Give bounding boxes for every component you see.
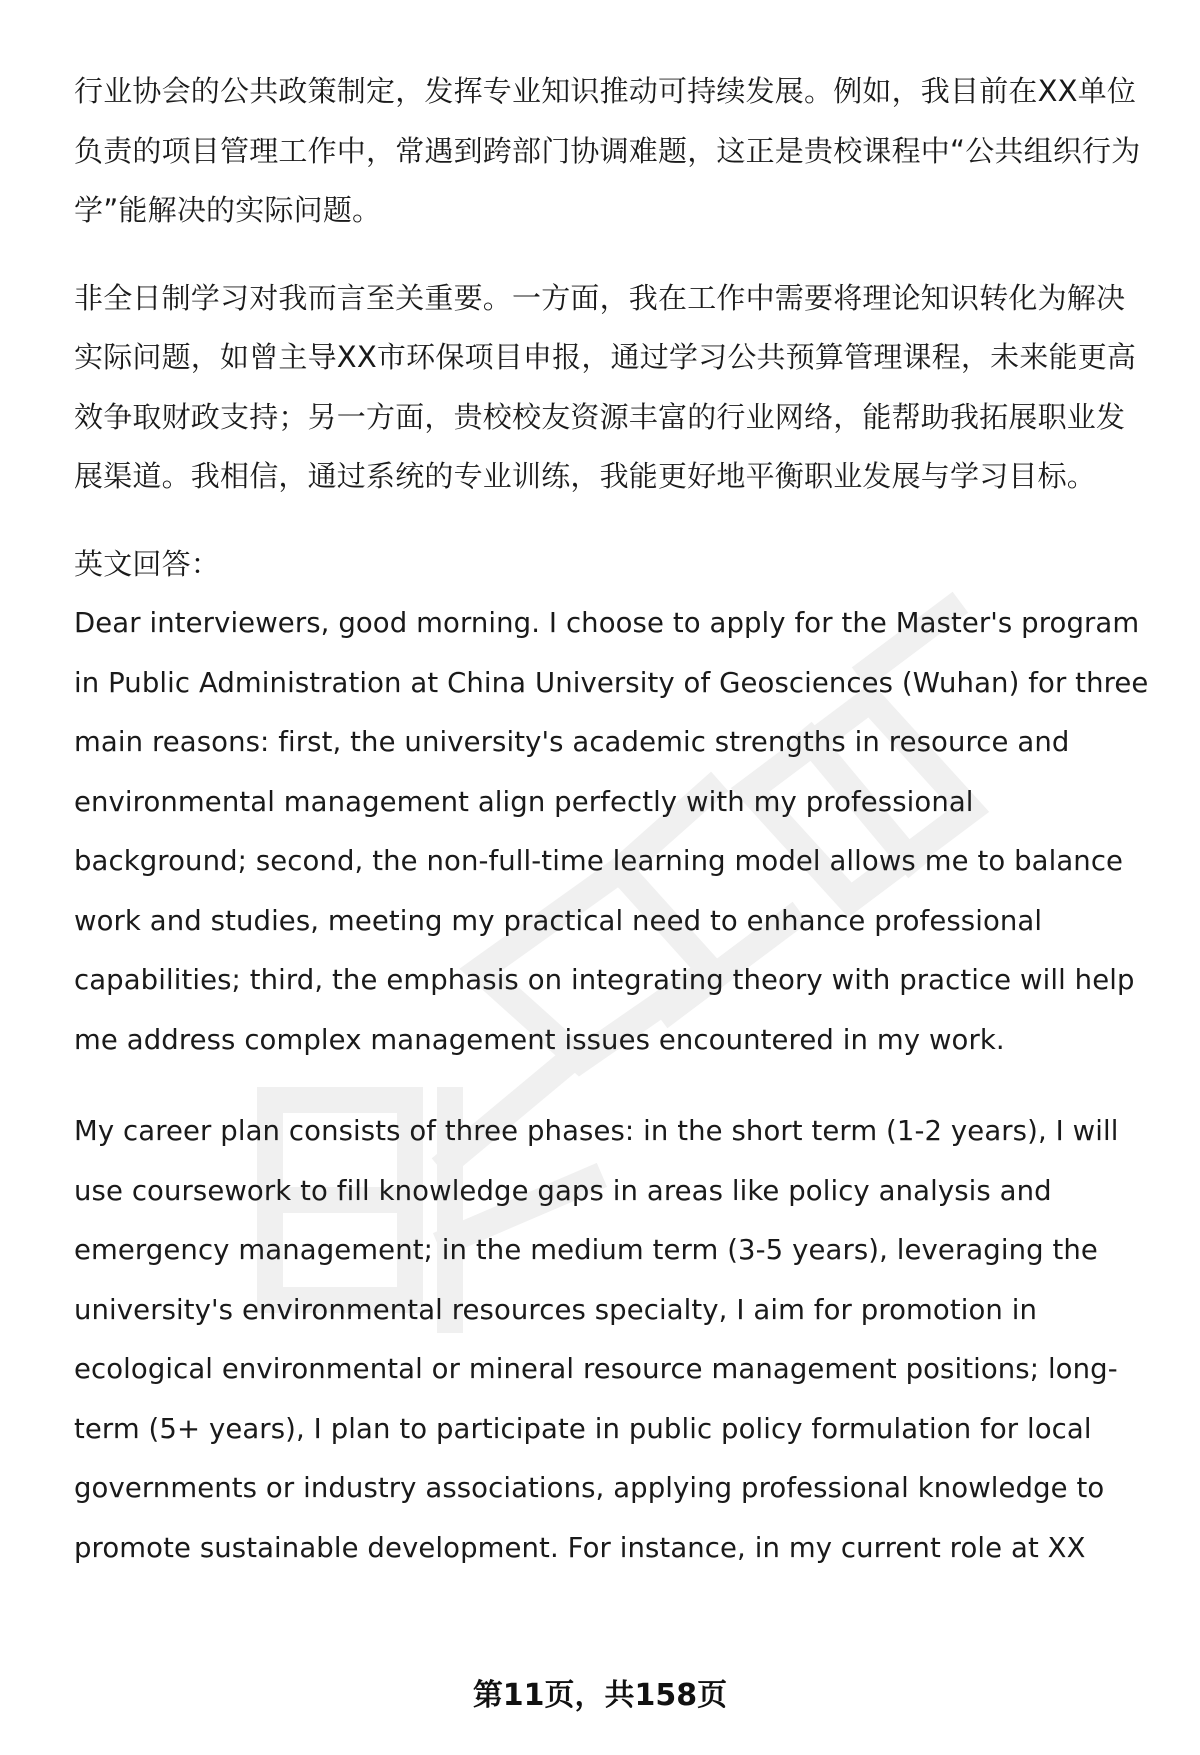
paragraph-zh-1: 行业协会的公共政策制定，发挥专业知识推动可持续发展。例如，我目前在XX单位负责的项目管理工作中，常遇到跨部门协调难题，这正是贵校课程中“公共组织行为学”能解决的实际问题。 [74,74,1141,227]
english-answer-heading: 英文回答： [74,546,221,581]
paragraph-en-1: Dear interviewers, good morning. I choose to apply for the Master's program in Public Administration at China University of Geosciences (Wuhan) for three main reasons: first, the university's academic strengths in resource and environmental management align perfectly with my professional background; second, the non-full-time learning model allows me to balance work and studies, meeting my practical need to enhance professional capabilities; third, the emphasis on integrating theory with practice will help me address complex management issues encountered in my work. [74,607,1149,1056]
page-number: 第11页，共158页 [472,1678,728,1713]
paragraph-zh-2: 非全日制学习对我而言至关重要。一方面，我在工作中需要将理论知识转化为解决实际问题，如曾主导XX市环保项目申报，通过学习公共预算管理课程，未来能更高效争取财政支持；另一方面，贵校校友资源丰富的行业网络，能帮助我拓展职业发展渠道。我相信，通过系统的专业训练，我能更好地平衡职业发展与学习目标。 [74,280,1137,493]
document-body [74,62,1154,1578]
paragraph-en-2: My career plan consists of three phases: in the short term (1-2 years), I will use coursework to fill knowledge gaps in areas like policy analysis and emergency management; in the medium term (3-5 years), leveraging the university's environmental resources specialty, I aim for promotion in ecological environmental or mineral resource management positions; long-term (5+ years), I plan to participate in public policy formulation for local governments or industry associations, applying professional knowledge to promote sustainable development. For instance, in my current role at XX [74,1115,1119,1564]
